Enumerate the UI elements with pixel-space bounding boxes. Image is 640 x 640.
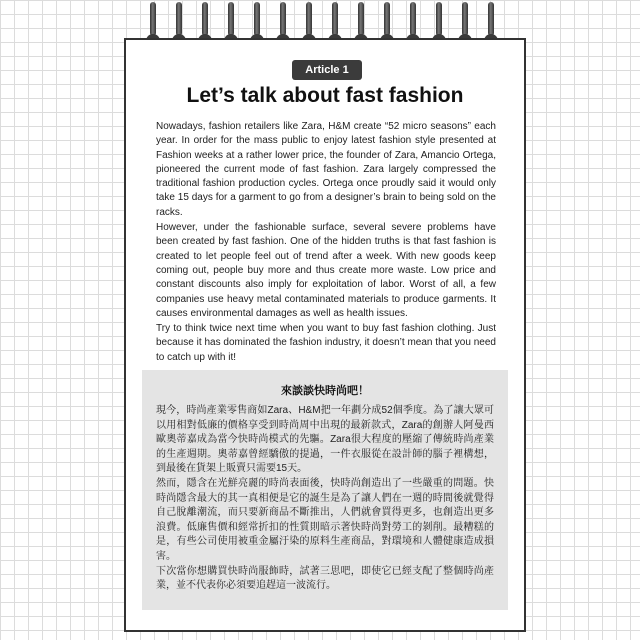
article-badge: Article 1 (292, 60, 362, 80)
english-paragraph: However, under the fashionable surface, several severe problems have been created by fast fashion. One of the hidden truths is that fast fashion is created to let people feel out of trend after a week. With new goods keep coming out, people buy more and thus create more waste. Low price and constant discounts also imply for exploitation of labor. Worst of all, a few companies use heavy metal contaminated materials to produce garments. It causes environmental damages as well as health issues. (156, 222, 496, 319)
chinese-translation-box (142, 370, 508, 610)
article-card (124, 38, 526, 632)
english-paragraph: Nowadays, fashion retailers like Zara, H&M create “52 micro seasons” each year. In order for the mass public to enjoy latest fashion style presented at Fashion weeks at a rather lower price, the founder of Zara, Amancio Ortega, pioneered the current mode of fast fashion. Zara largely compressed the traditional fashion production cycles. Ortega once proudly said it would only take 15 days for a garment to go from a designer’s brain to being sold on the racks. (156, 121, 496, 218)
chinese-article (156, 404, 494, 594)
article-title: Let’s talk about fast fashion (186, 84, 464, 107)
chinese-title: 來談談快時尚吧！ (281, 385, 369, 397)
chinese-paragraph: 然而，隱含在光鮮亮麗的時尚表面後，快時尚創造出了一些嚴重的問題。快時尚隱含最大的其一真相便是它的誕生是為了讓人們在一週的時間後就覺得自己脫離潮流，而只要新商品不斷推出，人們就會買得更多，也創造出更多浪費。低廉售價和經常折扣的性質則暗示著快時尚對勞工的剝削。最糟糕的是，有些公司使用被重金屬汙染的原料生產商品，對環境和人體健康造成損害。 (156, 477, 494, 562)
chinese-paragraph: 現今，時尚產業零售商如Zara、H&M把一年劃分成52個季度。為了讓大眾可以用相對低廉的價格享受到時尚周中出現的最新款式，Zara的創辦人阿曼西歐奧蒂嘉成為當今快時尚模式的先驅。Zara很大程度的壓縮了傳統時尚產業的生產週期。奧蒂嘉曾經驕傲的提過，一件衣服從在設計師的腦子裡構想，到最後在貨架上販賣只需要15天。 (156, 405, 494, 475)
chinese-paragraph: 下次當你想購買快時尚服飾時，試著三思吧，即使它已經支配了整個時尚產業，並不代表你必須要追趕這一波流行。 (156, 565, 494, 592)
english-article (156, 120, 496, 366)
english-paragraph: Try to think twice next time when you want to buy fast fashion clothing. Just because it has dominated the fashion industry, it doesn’t mean that you need to catch up with it! (156, 323, 496, 363)
